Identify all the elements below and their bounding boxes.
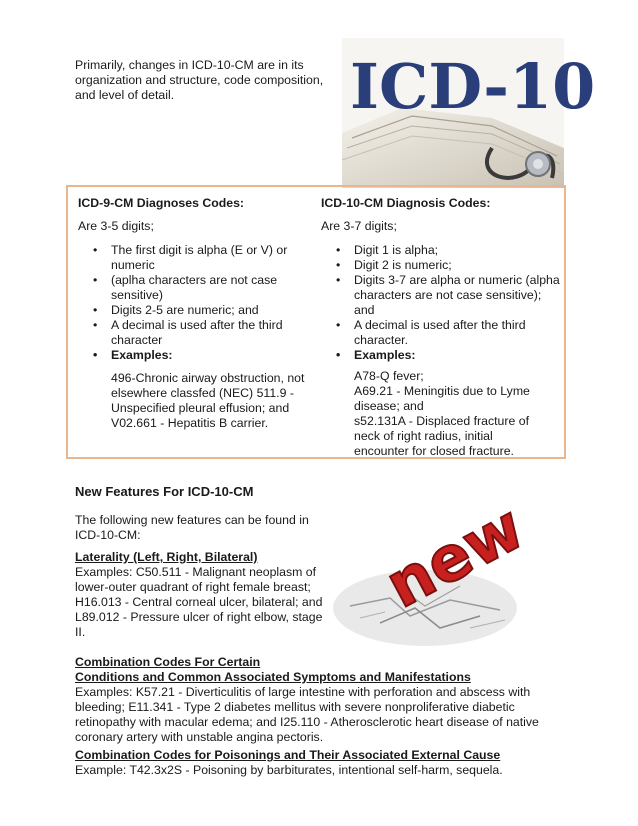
- example-line: V02.661 - Hepatitis B carrier.: [111, 416, 269, 430]
- poisoning-codes-text: Example: T42.3x2S - Poisoning by barbiturates, intentional self-harm, sequela.: [75, 763, 503, 777]
- combination-codes-heading-line: Combination Codes For Certain: [75, 655, 261, 669]
- example-line: A69.21 - Meningitis due to Lyme: [354, 384, 530, 398]
- logo-text: ICD-10: [350, 50, 596, 123]
- example-line: disease; and: [354, 399, 424, 413]
- example-line: s52.131A - Displaced fracture of: [354, 414, 529, 428]
- example-line: Unspecified pleural effusion; and: [111, 401, 290, 415]
- example-line: elsewhere classfed (NEC) 511.9 -: [111, 386, 294, 400]
- code-comparison-box: [66, 185, 566, 459]
- intro-paragraph: Primarily, changes in ICD-10-CM are in its organization and structure, code composition, and level of detail.: [75, 58, 324, 102]
- new-cracked-ground-image: [330, 488, 536, 648]
- icd9-bullet-list: [78, 243, 323, 363]
- example-line: A78-Q fever;: [354, 369, 424, 383]
- list-item: • A decimal is used after the third character.: [333, 318, 565, 348]
- combination-codes-heading-line: Conditions and Common Associated Symptoms and Manifestations: [75, 670, 471, 684]
- list-item: • Digits 2-5 are numeric; and: [90, 303, 323, 318]
- list-item: • The first digit is alpha (E or V) or numeric: [90, 243, 323, 273]
- combination-codes-heading: [75, 655, 535, 685]
- list-item: • Digit 2 is numeric;: [333, 258, 565, 273]
- examples-label: • Examples:: [333, 348, 565, 363]
- list-item: • (aplha characters are not case sensitive): [90, 273, 323, 303]
- new-features-title: New Features For ICD-10-CM: [75, 484, 254, 499]
- combination-codes-text: Examples: K57.21 - Diverticulitis of large intestine with perforation and abscess with bleeding; E11.341 - Type 2 diabetes mellitus with severe nonproliferative diabetic retinopathy with macular edema; and I25.110 - Atherosclerotic heart disease of native coronary artery with unstable angina pectoris.: [75, 685, 539, 744]
- list-item: • Digits 3-7 are alpha or numeric (alpha characters are not case sensitive); and: [333, 273, 565, 318]
- new-features-intro: The following new features can be found in ICD-10-CM:: [75, 513, 309, 542]
- laterality-heading: Laterality (Left, Right, Bilateral): [75, 550, 258, 564]
- poisoning-codes-heading: Combination Codes for Poisonings and Their Associated External Cause: [75, 748, 501, 762]
- icd10-digits: Are 3-7 digits;: [321, 219, 397, 233]
- icd-10-logo-image: [342, 38, 596, 188]
- icd10-bullet-list: [321, 243, 565, 363]
- icd9-heading: ICD-9-CM Diagnoses Codes:: [78, 196, 245, 210]
- icd10-heading: ICD-10-CM Diagnosis Codes:: [321, 196, 491, 210]
- icd9-examples: [111, 371, 323, 431]
- icd10-examples: [354, 369, 565, 459]
- list-item: • A decimal is used after the third character: [90, 318, 323, 348]
- laterality-text: Examples: C50.511 - Malignant neoplasm of lower-outer quadrant of right female breast; H16.013 - Central corneal ulcer, bilateral; and L89.012 - Pressure ulcer of right elbow, stage II.: [75, 565, 323, 639]
- example-line: 496-Chronic airway obstruction, not: [111, 371, 305, 385]
- icd10-column: [321, 196, 565, 459]
- example-line: neck of right radius, initial: [354, 429, 493, 443]
- example-line: encounter for closed fracture.: [354, 444, 514, 458]
- list-item: • Digit 1 is alpha;: [333, 243, 565, 258]
- icd9-digits: Are 3-5 digits;: [78, 219, 154, 233]
- examples-label: • Examples:: [90, 348, 323, 363]
- new-art-text: new: [374, 490, 536, 623]
- icd9-column: [78, 196, 323, 431]
